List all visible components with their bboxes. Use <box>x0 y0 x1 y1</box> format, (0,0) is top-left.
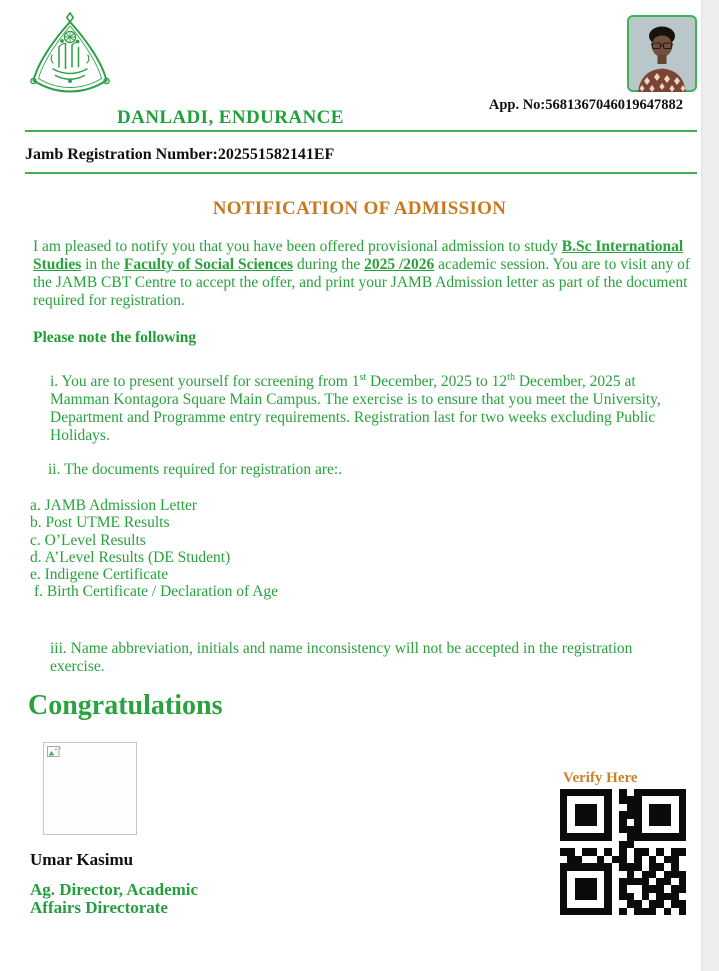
intro-part1: I am pleased to notify you that you have been offered provisional admission to study <box>33 238 562 255</box>
verification-qr-code <box>560 789 686 915</box>
course-name: B.Sc International Studies <box>33 238 684 273</box>
signatory-name: Umar Kasimu <box>30 850 134 869</box>
note-i-text-mid: December, 2025 to 12 <box>366 373 508 391</box>
divider-line-bottom <box>25 172 697 174</box>
verify-here-label: Verify Here <box>563 770 638 786</box>
note-item-i <box>50 369 678 445</box>
list-item: a. JAMB Admission Letter <box>30 497 198 514</box>
note-heading: Please note the following <box>33 329 197 346</box>
note-i-text-post: December, 2025 at Mamman Kontagora Square Main Campus. The exercise is to ensure that you meet the University, Department and Programme entry requirements. Registration last for two weeks excluding Public Holidays. <box>50 373 661 445</box>
required-documents-list <box>30 497 278 601</box>
list-item: c. O’Level Results <box>30 531 146 549</box>
list-item: e. Indigene Certificate <box>30 566 169 584</box>
list-item: d. A’Level Results (DE Student) <box>30 548 231 566</box>
university-crest-icon <box>25 10 115 100</box>
notification-title: NOTIFICATION OF ADMISSION <box>212 198 507 219</box>
page-edge-gutter <box>701 0 719 971</box>
list-item: b. Post UTME Results <box>30 514 170 532</box>
ordinal-st: st <box>359 372 367 383</box>
application-number: App. No:5681367046019647882 <box>488 97 683 113</box>
intro-part2: in the <box>81 256 124 273</box>
academic-session: 2025 /2026 <box>364 256 435 273</box>
intro-part4: academic session. You are to visit any of the JAMB CBT Centre to accept the offer, and print your JAMB Admission letter as part of the document required for registration. <box>33 256 690 309</box>
jamb-registration-number: Jamb Registration Number:202551582141EF <box>25 146 335 163</box>
signatory-title: Ag. Director, Academic Affairs Directorate <box>30 880 199 917</box>
signature-image-placeholder <box>43 742 137 835</box>
applicant-photo <box>627 15 697 92</box>
list-item: f. Birth Certificate / Declaration of Age <box>34 583 279 601</box>
congratulations-heading: Congratulations <box>28 690 223 721</box>
broken-image-icon <box>47 746 61 758</box>
ordinal-th: th <box>507 372 515 383</box>
faculty-name: Faculty of Social Sciences <box>123 256 294 273</box>
note-item-iii: iii. Name abbreviation, initials and name inconsistency will not be accepted in the registration exercise. <box>50 640 633 675</box>
note-i-text: i. You are to present yourself for screening from 1 <box>50 373 360 391</box>
intro-paragraph <box>33 238 693 310</box>
intro-part3: during the <box>293 256 365 273</box>
applicant-name: DANLADI, ENDURANCE <box>117 107 344 128</box>
divider-line-top <box>25 130 697 132</box>
note-item-ii: ii. The documents required for registration are:. <box>48 461 343 478</box>
